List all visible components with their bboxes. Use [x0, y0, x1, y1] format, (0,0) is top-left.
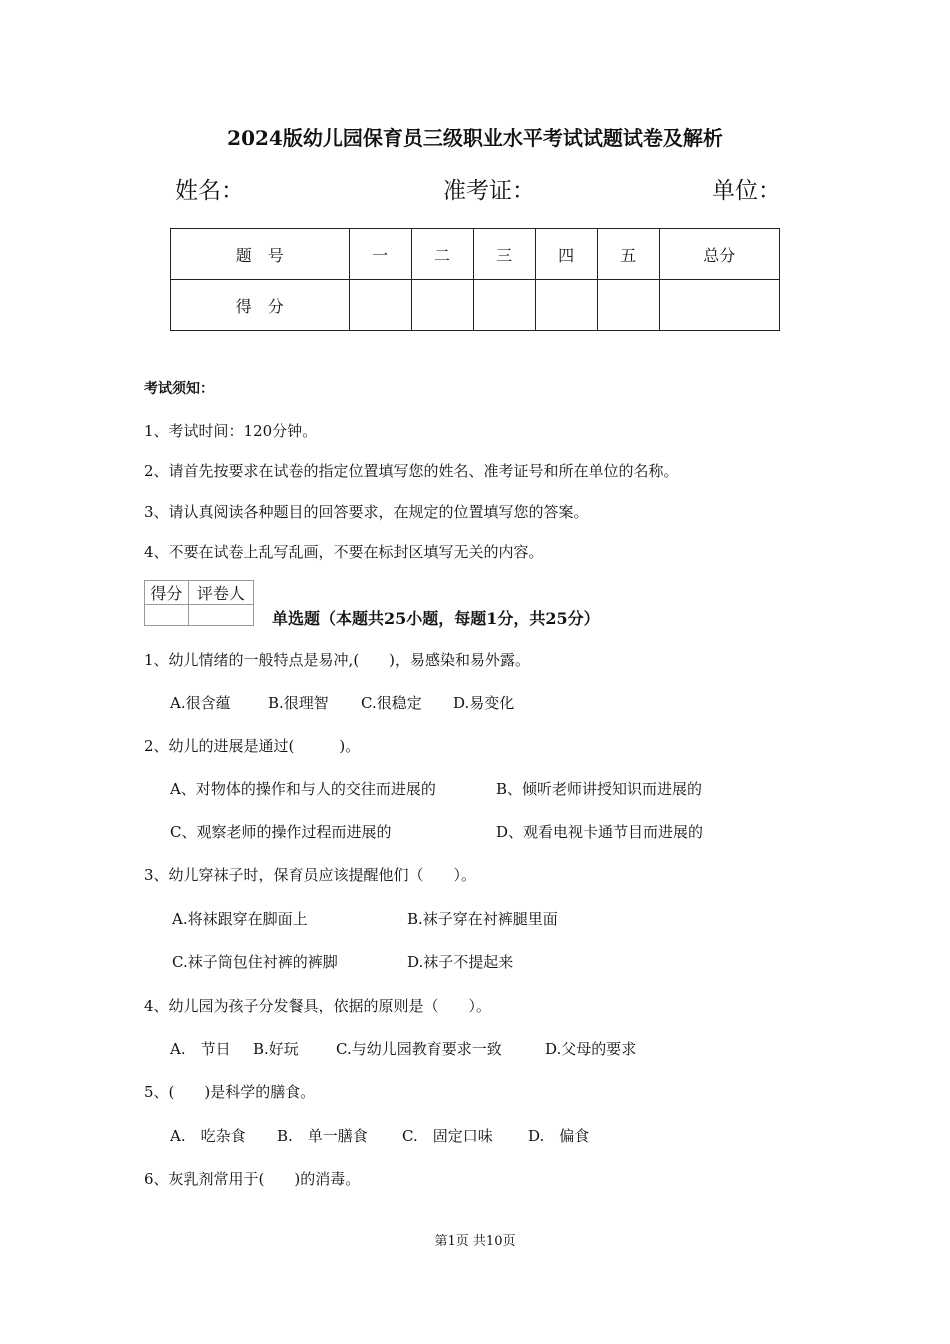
score-table-cell: 一 — [349, 229, 411, 280]
notice-item: 4、不要在试卷上乱写乱画，不要在标封区填写无关的内容。 — [144, 543, 544, 561]
score-table-cell: 二 — [411, 229, 473, 280]
unit-label: 单位： — [712, 178, 781, 204]
score-table-cell: 总分 — [659, 229, 779, 280]
question-stem: 4、幼儿园为孩子分发餐具，依据的原则是（ ）。 — [144, 997, 492, 1015]
question-option[interactable]: C.袜子筒包住衬裤的裤脚 — [172, 953, 338, 971]
score-input-cell[interactable] — [597, 280, 659, 331]
question-option[interactable]: D.易变化 — [453, 694, 515, 712]
score-table-header-row — [171, 229, 780, 280]
grader-box-grader-cell[interactable] — [188, 605, 253, 626]
question-stem: 3、幼儿穿袜子时，保育员应该提醒他们（ ）。 — [144, 866, 477, 884]
score-table-cell: 四 — [535, 229, 597, 280]
question-option[interactable]: C.与幼儿园教育要求一致 — [336, 1040, 502, 1058]
question-option[interactable]: D.父母的要求 — [545, 1040, 637, 1058]
score-table-cell: 三 — [473, 229, 535, 280]
question-option[interactable]: C.很稳定 — [361, 694, 422, 712]
question-stem: 6、灰乳剂常用于( )的消毒。 — [144, 1170, 361, 1188]
grader-box-score-label: 得分 — [145, 581, 189, 605]
notice-item: 1、考试时间：120分钟。 — [144, 422, 318, 440]
question-option[interactable]: A. 节日 — [170, 1040, 231, 1058]
exam-id-label: 准考证： — [443, 178, 535, 204]
question-option[interactable]: D、观看电视卡通节目而进展的 — [496, 823, 704, 841]
question-option[interactable]: C. 固定口味 — [402, 1127, 493, 1145]
grader-box — [144, 580, 254, 626]
score-input-cell[interactable] — [473, 280, 535, 331]
question-option[interactable]: A.将袜跟穿在脚面上 — [172, 910, 308, 928]
question-option[interactable]: A. 吃杂食 — [170, 1127, 246, 1145]
name-label: 姓名： — [175, 178, 244, 204]
question-option[interactable]: D. 偏食 — [528, 1127, 590, 1145]
score-input-cell[interactable] — [349, 280, 411, 331]
score-table-cell: 五 — [597, 229, 659, 280]
question-option[interactable]: C、观察老师的操作过程而进展的 — [170, 823, 392, 841]
grader-box-grader-label: 评卷人 — [188, 581, 253, 605]
question-option[interactable]: B.好玩 — [253, 1040, 299, 1058]
question-option[interactable]: A.很含蕴 — [170, 694, 231, 712]
score-input-cell[interactable] — [411, 280, 473, 331]
section-title: 单选题（本题共25小题，每题1分，共25分） — [272, 609, 600, 628]
question-option[interactable]: B、倾听老师讲授知识而进展的 — [496, 780, 703, 798]
question-option[interactable]: B.袜子穿在衬裤腿里面 — [407, 910, 558, 928]
score-table — [170, 228, 780, 331]
page-title: 2024版幼儿园保育员三级职业水平考试试题试卷及解析 — [227, 126, 723, 150]
question-option[interactable]: B.很理智 — [268, 694, 329, 712]
question-option[interactable]: B. 单一膳食 — [277, 1127, 368, 1145]
question-stem: 1、幼儿情绪的一般特点是易冲,( )，易感染和易外露。 — [144, 651, 531, 669]
score-input-cell[interactable] — [535, 280, 597, 331]
score-table-cell: 得 分 — [171, 280, 350, 331]
notice-item: 3、请认真阅读各种题目的回答要求，在规定的位置填写您的答案。 — [144, 503, 589, 521]
question-option[interactable]: D.袜子不提起来 — [407, 953, 514, 971]
page-footer: 第1页 共10页 — [434, 1234, 516, 1249]
notice-title: 考试须知： — [144, 381, 214, 397]
question-stem: 5、( )是科学的膳食。 — [144, 1083, 316, 1101]
score-table-score-row — [171, 280, 780, 331]
score-table-cell: 题 号 — [171, 229, 350, 280]
question-stem: 2、幼儿的进展是通过( )。 — [144, 737, 361, 755]
grader-box-score-cell[interactable] — [145, 605, 189, 626]
notice-item: 2、请首先按要求在试卷的指定位置填写您的姓名、准考证号和所在单位的名称。 — [144, 462, 679, 480]
score-input-cell[interactable] — [659, 280, 779, 331]
question-option[interactable]: A、对物体的操作和与人的交往而进展的 — [170, 780, 436, 798]
